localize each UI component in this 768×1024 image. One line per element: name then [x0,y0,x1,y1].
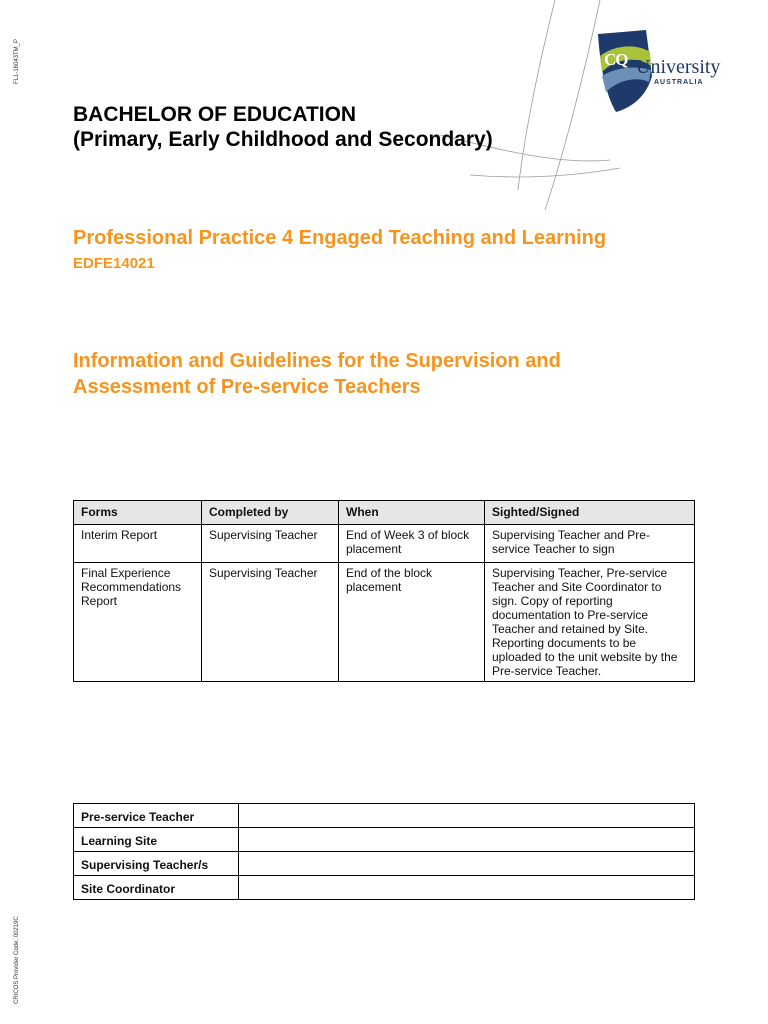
table-row [74,828,695,852]
logo-cq-text: CQ [604,50,628,69]
site-coordinator-field[interactable] [239,876,695,900]
table-row [74,876,695,900]
preservice-teacher-field[interactable] [239,804,695,828]
table-row [74,804,695,828]
preservice-teacher-label: Pre-service Teacher [74,804,239,828]
supervising-teacher-field[interactable] [239,852,695,876]
unit-code: EDFE14021 [73,255,155,272]
table-row [74,525,695,563]
guidelines-heading-line2: Assessment of Pre-service Teachers [73,376,421,398]
learning-site-field[interactable] [239,828,695,852]
cricos-code: CRICOS Provider Code: 00219C [14,916,20,1004]
signed-cell: Supervising Teacher, Pre-service Teacher and Site Coordinator to sign. Copy of reporting documentation to Pre-service Teacher and retained by Site. Reporting documents to be uploaded to the unit website by the Pre-service Teacher. [485,563,695,682]
when-cell: End of the block placement [339,563,485,682]
degree-title: BACHELOR OF EDUCATION [73,103,357,126]
forms-table [73,500,695,682]
degree-subtitle: (Primary, Early Childhood and Secondary) [73,128,493,151]
learning-site-label: Learning Site [74,828,239,852]
unit-title: Professional Practice 4 Engaged Teaching and Learning [73,227,607,249]
logo-university-text: University [636,56,721,78]
logo-australia-text: AUSTRALIA [654,79,704,86]
supervising-teacher-label: Supervising Teacher/s [74,852,239,876]
completed-by-cell: Supervising Teacher [202,525,339,563]
table-row [74,852,695,876]
column-header-completed-by: Completed by [202,501,339,525]
column-header-when: When [339,501,485,525]
site-coordinator-label: Site Coordinator [74,876,239,900]
column-header-sighted-signed: Sighted/Signed [485,501,695,525]
table-row [74,563,695,682]
when-cell: End of Week 3 of block placement [339,525,485,563]
signed-cell: Supervising Teacher and Pre-service Teacher to sign [485,525,695,563]
document-code: FL1-16043TM_P [14,38,20,84]
column-header-forms: Forms [74,501,202,525]
form-cell: Final Experience Recommendations Report [74,563,202,682]
placement-details-table [73,803,695,900]
form-cell: Interim Report [74,525,202,563]
guidelines-heading-line1: Information and Guidelines for the Supervision and [73,350,561,372]
table-header-row [74,501,695,525]
completed-by-cell: Supervising Teacher [202,563,339,682]
